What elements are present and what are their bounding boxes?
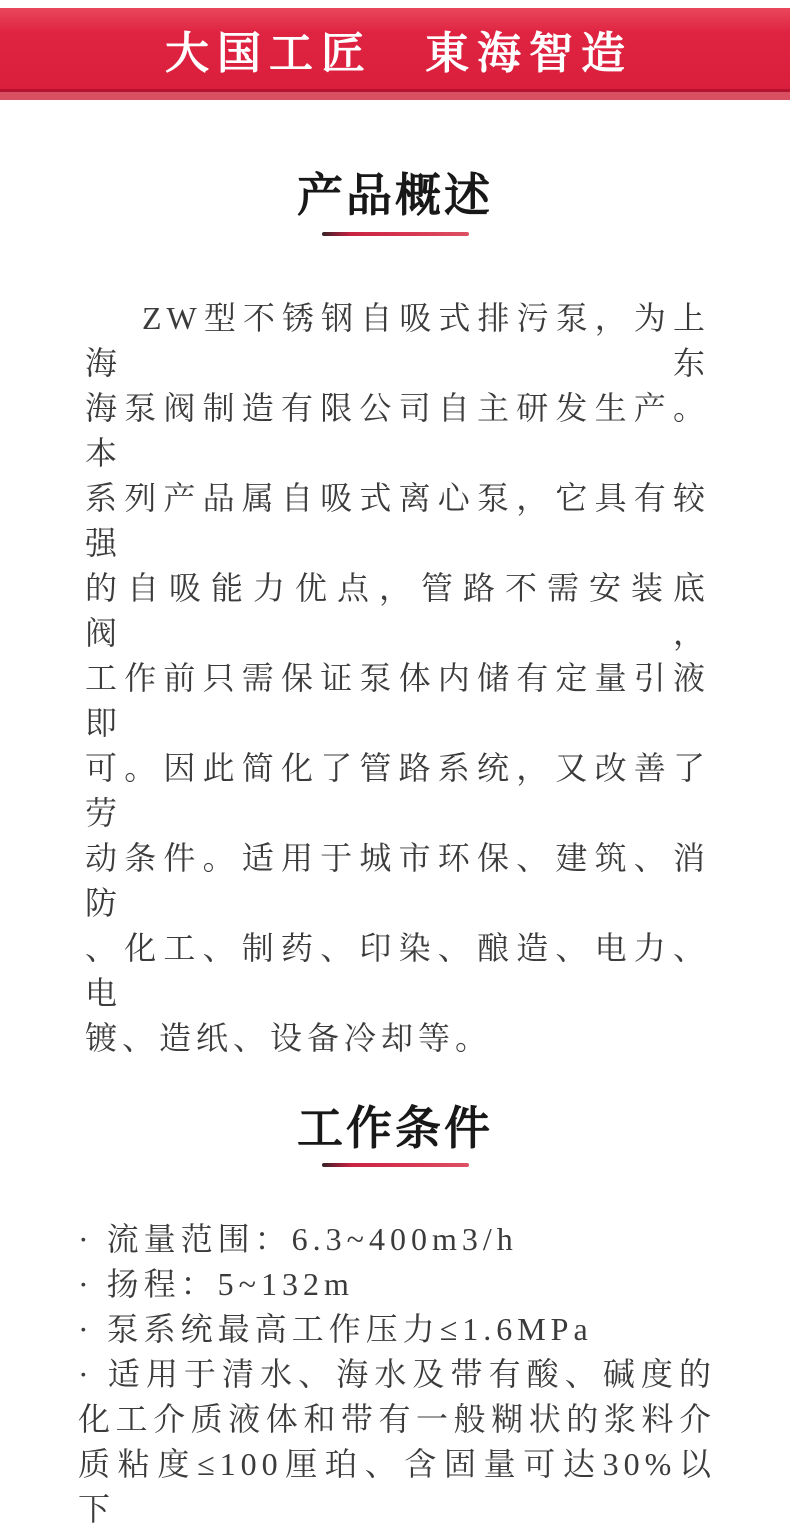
top-banner <box>0 8 790 92</box>
overview-line: 镀、造纸、设备冷却等。 <box>85 1020 493 1056</box>
condition-item-media-line: 质粘度≤100厘珀、含固量可达30%以下 <box>78 1446 716 1527</box>
overview-line: 动条件。适用于城市环保、建筑、消防 <box>85 840 710 921</box>
overview-line: ZW型不锈钢自吸式排污泵，为上海东 <box>85 300 710 381</box>
condition-item-media-line: 化工介质液体和带有一般糊状的浆料介 <box>78 1401 716 1437</box>
overview-title-underline <box>322 232 469 236</box>
overview-line: 的自吸能力优点，管路不需安装底阀， <box>85 570 710 651</box>
overview-line: 系列产品属自吸式离心泵，它具有较强 <box>85 480 710 561</box>
conditions-title-underline <box>322 1163 469 1167</box>
overview-line: 工作前只需保证泵体内储有定量引液即 <box>85 660 710 741</box>
condition-item-flow-range: · 流量范围：6.3~400m3/h <box>78 1221 518 1257</box>
overview-line: 、化工、制药、印染、酿造、电力、电 <box>85 930 710 1011</box>
condition-item-media-line: · 适用于清水、海水及带有酸、碱度的 <box>78 1356 716 1392</box>
banner-title: 大国工匠 東海智造 <box>165 28 633 78</box>
overview-line: 可。因此简化了管路系统，又改善了劳 <box>85 750 710 831</box>
overview-paragraph <box>85 296 710 1061</box>
condition-item-head: · 扬程：5~132m <box>78 1266 354 1302</box>
overview-section-title: 产品概述 <box>297 169 493 221</box>
conditions-list <box>78 1217 716 1532</box>
product-page <box>0 8 790 1527</box>
section-conditions <box>0 1103 790 1532</box>
banner-bottom-strip <box>0 92 790 100</box>
section-overview <box>0 170 790 1061</box>
overview-line: 海泵阀制造有限公司自主研发生产。本 <box>85 390 710 471</box>
condition-item-max-pressure: · 泵系统最高工作压力≤1.6MPa <box>78 1311 593 1347</box>
conditions-section-title: 工作条件 <box>297 1102 493 1154</box>
